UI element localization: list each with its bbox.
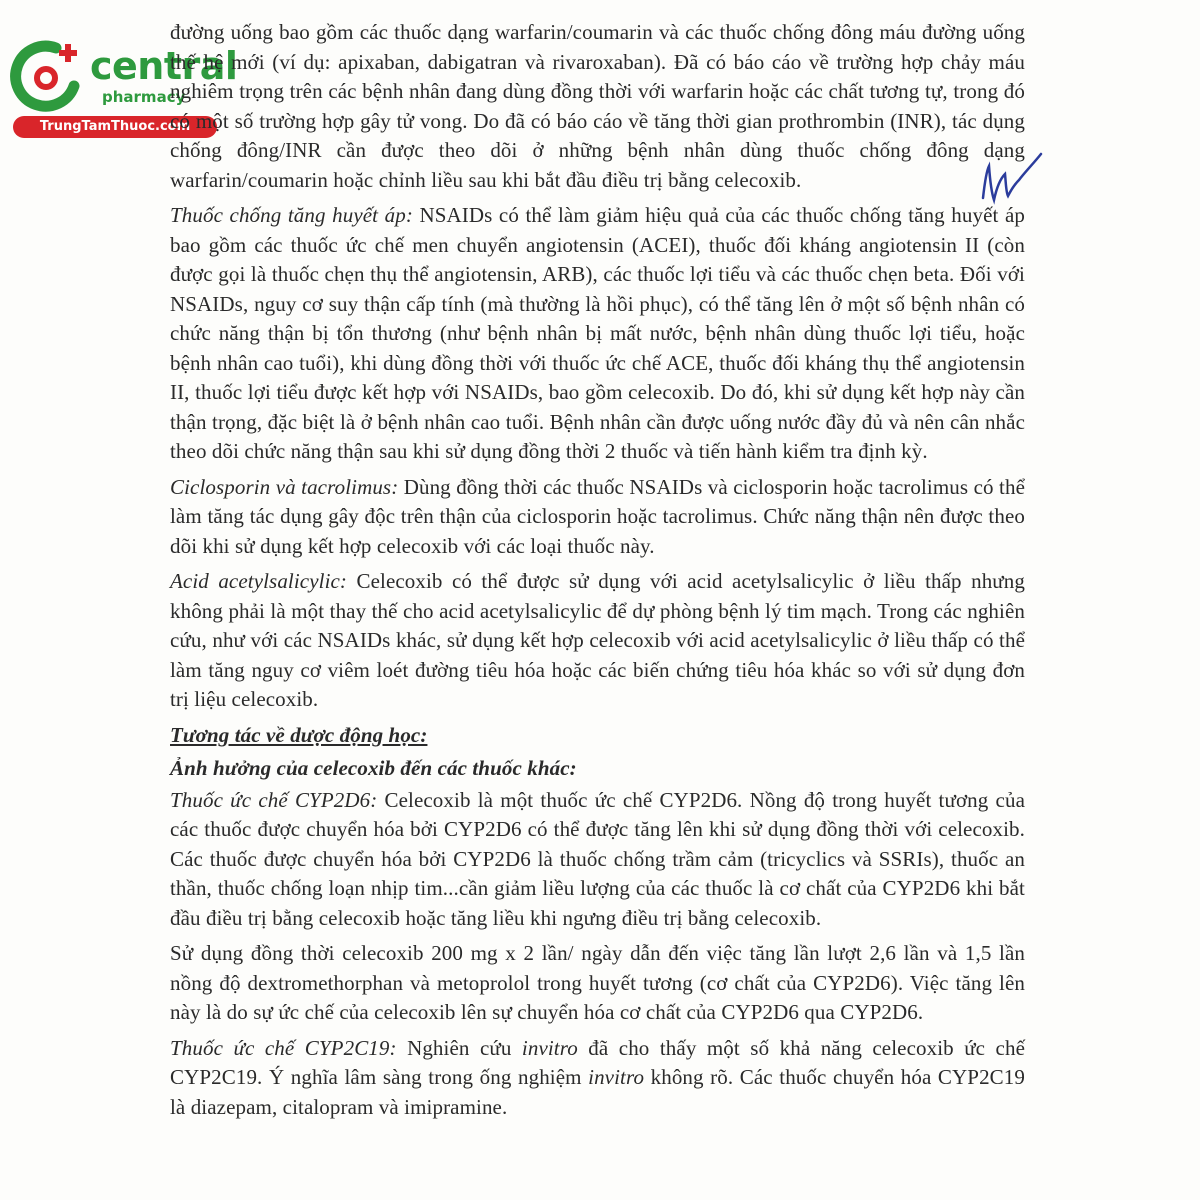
logo-subtitle: pharmacy — [102, 88, 186, 106]
paragraph-text: Celecoxib có thể được sử dụng với acid acetylsalicylic ở liều thấp nhưng không phải là một thay thế cho acid acetylsalicylic để dự phòng bệnh lý tim mạch. Trong các nghiên cứu, như với các NSAIDs khác, sử dụng kết hợp celecoxib với acid acetylsalicylic ở liều thấp có thể làm tăng nguy cơ viêm loét đường tiêu hóa hoặc các biến chứng tiêu hóa khác so với sử dụng đơn trị liệu celecoxib. — [170, 569, 1025, 711]
paragraph-acetylsalicylic — [170, 567, 1025, 715]
paragraph-text: Nghiên cứu — [396, 1035, 522, 1060]
paragraph-text: NSAIDs có thể làm giảm hiệu quả của các thuốc chống tăng huyết áp bao gồm các thuốc ức chế men chuyển angiotensin (ACEI), thuốc đối kháng angiotensin II (còn được gọi là thuốc chẹn thụ thể angiotensin, ARB), các thuốc lợi tiểu và các thuốc chẹn beta. Đối với NSAIDs, nguy cơ suy thận cấp tính (mà thường là hồi phục), có thể tăng lên ở một số bệnh nhân có chức năng thận bị tổn thương (như bệnh nhân bị mất nước, bệnh nhân dùng thuốc lợi tiểu, hoặc bệnh nhân cao tuổi), khi dùng đồng thời với thuốc ức chế ACE, thuốc đối kháng thụ thể angiotensin II, thuốc lợi tiểu được kết hợp với NSAIDs, bao gồm celecoxib. Do đó, khi sử dụng kết hợp này cần thận trọng, đặc biệt là ở bệnh nhân cao tuổi. Bệnh nhân cần được uống nước đầy đủ và nên cân nhắc theo dõi chức năng thận sau khi sử dụng đồng thời 2 thuốc và tiến hành kiểm tra định kỳ. — [170, 203, 1025, 463]
paragraph-antihypertensives — [170, 201, 1025, 467]
section-heading: Tương tác về dược động học: — [170, 722, 428, 747]
paragraph-anticoagulants: đường uống bao gồm các thuốc dạng warfarin/coumarin và các thuốc chống đông máu đường uống thế hệ mới (ví dụ: apixaban, dabigatran và rivaroxaban). Đã có báo cáo về trường hợp chảy máu nghiêm trọng trên các bệnh nhân đang dùng đồng thời với warfarin hoặc các chất tương tự, trong đó có một số trường hợp gây tử vong. Do đã có báo cáo về tăng thời gian prothrombin (INR), tác dụng chống đông/INR cần được theo dõi ở những bệnh nhân dùng thuốc chống đông dạng warfarin/coumarin hoặc chỉnh liều sau khi bắt đầu điều trị bằng celecoxib. — [170, 20, 1025, 192]
paragraph-cyp2d6 — [170, 786, 1025, 934]
term-label: Thuốc chống tăng huyết áp: — [170, 203, 413, 227]
paragraph-text: đã cho thấy một số khả năng celecoxib ức chế CYP2C19. Ý nghĩa lâm sàng trong ống nghiệm — [170, 1035, 1026, 1089]
paragraph-cyp2c19 — [170, 1034, 1025, 1123]
sub-heading: Ảnh hưởng của celecoxib đến các thuốc khác: — [170, 756, 577, 780]
term-label: Acid acetylsalicylic: — [170, 569, 348, 593]
invitro-term: invitro — [588, 1065, 645, 1089]
term-label: Ciclosporin và tacrolimus: — [170, 474, 399, 499]
paragraph-ciclosporin — [170, 473, 1025, 562]
term-label: Thuốc ức chế CYP2C19: — [170, 1035, 397, 1060]
invitro-term: invitro — [521, 1035, 578, 1060]
paragraph-text: Dùng đồng thời các thuốc NSAIDs và ciclosporin hoặc tacrolimus có thể làm tăng tác dụng gây độc trên thận của ciclosporin hoặc tacrolimus. Chức năng thận nên được theo dõi khi sử dụng kết hợp celecoxib với các loại thuốc này. — [170, 474, 1025, 558]
paragraph-text: không rõ. Các thuốc chuyển hóa CYP2C19 là diazepam, citalopram và imipramine. — [170, 1065, 1025, 1119]
paragraph-text: Celecoxib là một thuốc ức chế CYP2D6. Nồng độ trong huyết tương của các thuốc được chuyển hóa bởi CYP2D6 có thể được tăng lên khi sử dụng đồng thời với celecoxib. Các thuốc được chuyển hóa bởi CYP2D6 là thuốc chống trầm cảm (tricyclics và SSRIs), thuốc an thần, thuốc chống loạn nhịp tim...cần giảm liều lượng của các thuốc là cơ chất của CYP2D6 khi bắt đầu điều trị bằng celecoxib hoặc tăng liều khi ngưng điều trị bằng celecoxib. — [170, 787, 1025, 930]
document-page — [170, 18, 1025, 1128]
pharmacy-cross-logo-icon — [10, 38, 88, 116]
paragraph-dextromethorphan: Sử dụng đồng thời celecoxib 200 mg x 2 lần/ ngày dẫn đến việc tăng lần lượt 2,6 lần và 1,5 lần nồng độ dextromethorphan và metoprolol trong huyết tương (cơ chất của CYP2D6). Việc tăng lên này là do sự ức chế của celecoxib lên sự chuyển hóa cơ chất của CYP2D6 qua CYP2D6. — [170, 941, 1025, 1024]
term-label: Thuốc ức chế CYP2D6: — [170, 787, 378, 812]
logo-banner: TrungTamThuoc.com — [13, 116, 217, 138]
logo-wordmark: central — [90, 44, 238, 88]
